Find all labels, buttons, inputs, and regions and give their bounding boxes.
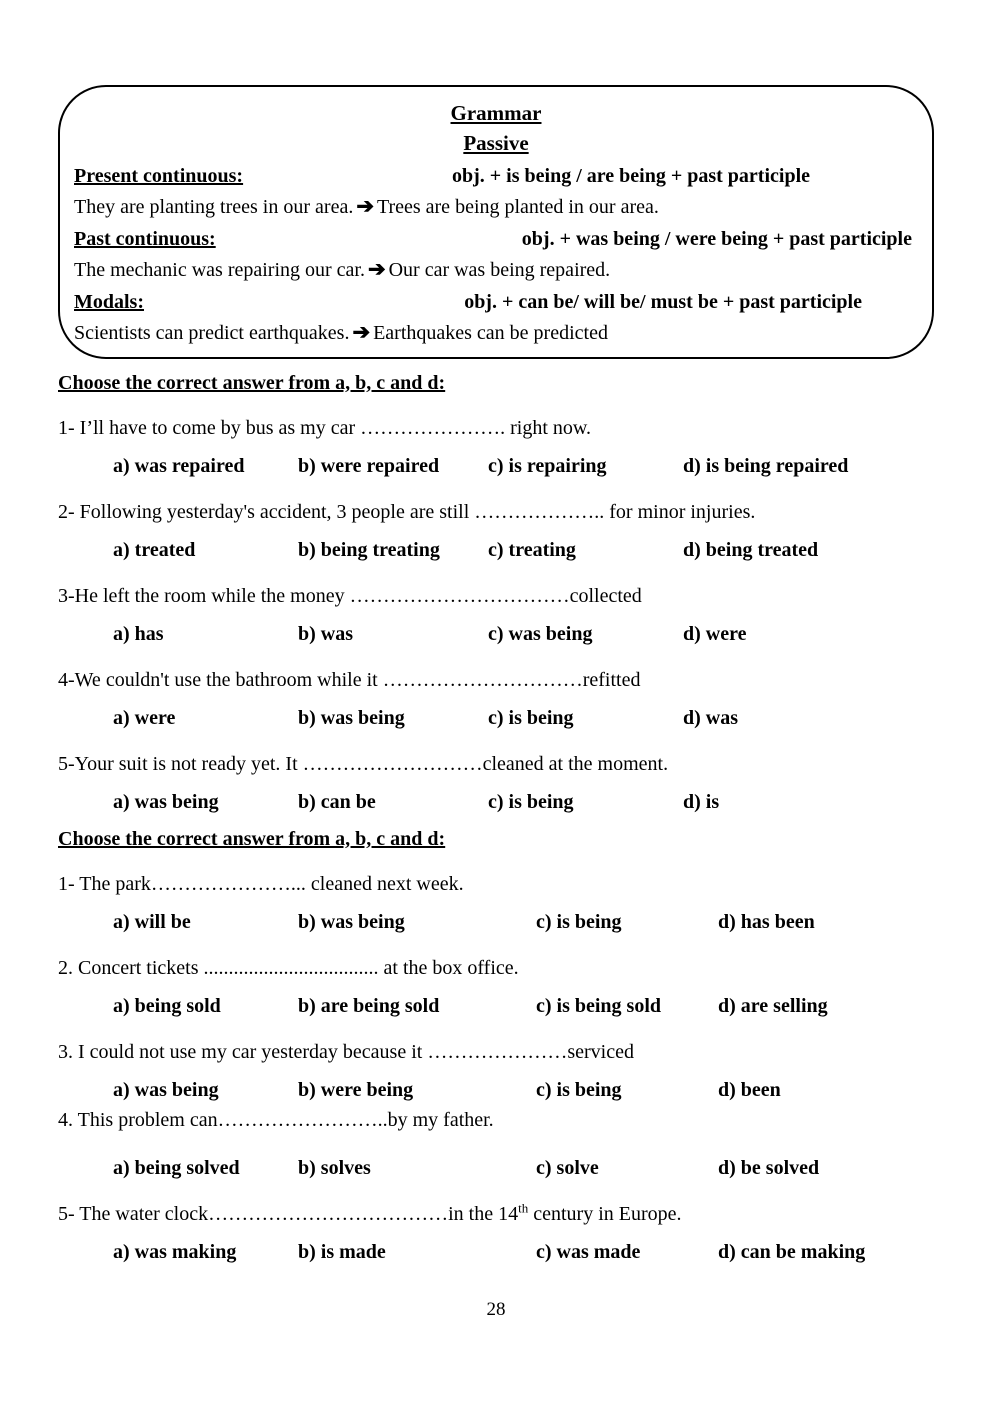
options-row — [113, 1077, 934, 1103]
option-d: d) is being repaired — [683, 455, 849, 477]
rule-present-continuous — [74, 165, 918, 188]
option-d: d) has been — [718, 911, 815, 933]
option-c: c) is being — [536, 1079, 622, 1101]
option-c: c) is being — [488, 791, 574, 813]
option-b: b) was being — [298, 911, 405, 933]
question-text: 3. I could not use my car yesterday because it …………………serviced — [58, 1041, 634, 1063]
grammar-rules-box — [58, 85, 934, 359]
rule-formula: obj. + was being / were being + past participle — [521, 228, 912, 250]
result-sentence: Our car was being repaired. — [388, 259, 611, 281]
option-d: d) is — [683, 791, 720, 813]
options-row — [113, 537, 934, 563]
options-row — [113, 453, 934, 479]
question-text — [58, 1201, 934, 1227]
option-a: a) was making — [113, 1241, 237, 1263]
rule-example — [74, 194, 918, 219]
option-a: a) has — [113, 623, 164, 645]
question-text-part: century in Europe. — [528, 1203, 682, 1225]
box-subtitle: Passive — [463, 131, 529, 155]
option-b: b) solves — [298, 1157, 371, 1179]
option-a: a) was being — [113, 1079, 219, 1101]
option-a: a) were — [113, 707, 176, 729]
option-c: c) was being — [488, 623, 593, 645]
option-d: d) be solved — [718, 1157, 820, 1179]
option-b: b) was — [298, 623, 354, 645]
example-sentence: The mechanic was repairing our car. — [74, 259, 365, 281]
option-d: d) been — [718, 1079, 781, 1101]
option-c: c) is being sold — [536, 995, 662, 1017]
option-a: a) was being — [113, 791, 219, 813]
result-sentence: Earthquakes can be predicted — [373, 322, 608, 344]
option-d: d) being treated — [683, 539, 819, 561]
option-d: d) were — [683, 623, 747, 645]
options-row — [113, 909, 934, 935]
rule-example — [74, 320, 918, 345]
section-heading: Choose the correct answer from a, b, c and d: — [58, 372, 446, 394]
question-text: 1- I’ll have to come by bus as my car …………………. right now. — [58, 417, 592, 439]
question-text-part: 5- The water clock………………………………in the 14 — [58, 1203, 519, 1225]
question-text: 1- The park…………………... cleaned next week. — [58, 873, 464, 895]
rule-label: Present continuous: — [74, 165, 244, 187]
option-c: c) is being — [488, 707, 574, 729]
option-c: c) was made — [536, 1241, 641, 1263]
option-b: b) being treating — [298, 539, 440, 561]
option-b: b) were repaired — [298, 455, 440, 477]
rule-past-continuous — [74, 228, 918, 251]
option-d: d) was — [683, 707, 739, 729]
option-b: b) were being — [298, 1079, 414, 1101]
option-d: d) are selling — [718, 995, 828, 1017]
options-row — [113, 789, 934, 815]
options-row — [113, 705, 934, 731]
ordinal-superscript: th — [518, 1200, 529, 1216]
question-text: 4. This problem can……………………..by my father. — [58, 1109, 494, 1131]
options-row — [113, 1239, 934, 1265]
rule-modals — [74, 291, 918, 314]
options-row — [113, 621, 934, 647]
option-d: d) can be making — [718, 1241, 866, 1263]
option-a: a) treated — [113, 539, 196, 561]
question-text: 5-Your suit is not ready yet. It ………………………cleaned at the moment. — [58, 753, 669, 775]
option-a: a) being sold — [113, 995, 221, 1017]
question-text: 3-He left the room while the money ……………………………collected — [58, 585, 642, 607]
result-sentence: Trees are being planted in our area. — [376, 196, 659, 218]
option-a: a) being solved — [113, 1157, 240, 1179]
example-sentence: Scientists can predict earthquakes. — [74, 322, 350, 344]
rule-label: Past continuous: — [74, 228, 216, 250]
arrow-icon: ➔ — [356, 194, 374, 218]
options-row — [113, 993, 934, 1019]
rule-example — [74, 257, 918, 282]
option-c: c) is repairing — [488, 455, 607, 477]
rule-formula: obj. + is being / are being + past participle — [452, 165, 810, 187]
rule-label: Modals: — [74, 291, 144, 313]
options-row — [113, 1155, 934, 1181]
option-b: b) can be — [298, 791, 376, 813]
question-text: 2- Following yesterday's accident, 3 people are still ……………….. for minor injuries. — [58, 501, 756, 523]
exercise-section-1 — [58, 372, 934, 815]
arrow-icon: ➔ — [352, 320, 371, 344]
option-b: b) was being — [298, 707, 405, 729]
option-a: a) was repaired — [113, 455, 245, 477]
option-c: c) is being — [536, 911, 622, 933]
question-text: 2. Concert tickets ................................... at the box office. — [58, 957, 519, 979]
option-c: c) solve — [536, 1157, 599, 1179]
option-b: b) are being sold — [298, 995, 440, 1017]
exercise-section-2 — [58, 828, 934, 1265]
box-title: Grammar — [450, 101, 542, 125]
example-sentence: They are planting trees in our area. — [74, 196, 354, 218]
rule-formula: obj. + can be/ will be/ must be + past participle — [464, 291, 862, 313]
option-b: b) is made — [298, 1241, 386, 1263]
section-heading: Choose the correct answer from a, b, c and d: — [58, 828, 446, 850]
option-a: a) will be — [113, 911, 191, 933]
arrow-icon: ➔ — [367, 257, 386, 281]
page-number: 28 — [486, 1299, 506, 1320]
option-c: c) treating — [488, 539, 576, 561]
question-text: 4-We couldn't use the bathroom while it …………………………refitted — [58, 669, 641, 691]
